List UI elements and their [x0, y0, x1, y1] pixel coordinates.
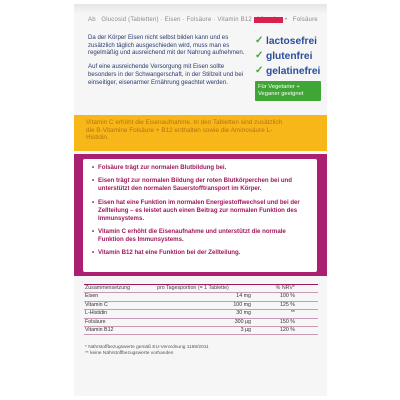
health-claim-item: • Eisen trägt zur normalen Bildung der roten Blutkörperchen bei und unterstützt den normalen Sauerstofftransport im Körper. [92, 177, 312, 193]
vegan-badge: Für Vegetarier + Veganer geeignet [255, 81, 321, 101]
health-claim-item: • Vitamin B12 hat eine Funktion bei der Zellteilung. [92, 249, 312, 257]
claim-gelatinefrei [255, 64, 323, 79]
nutrient-name: Vitamin B12 [85, 327, 114, 334]
yellow-info-band [74, 115, 327, 151]
health-claims-panel [74, 154, 327, 276]
health-claim-item: • Eisen hat eine Funktion im normalen Energiestoffwechsel und bei der Zellteilung – es leistet auch einen Beitrag zur normalen Funktion des Immunsystems. [92, 199, 312, 223]
nutrition-row [84, 310, 318, 318]
nutrient-name: Eisen [85, 293, 99, 300]
nutrition-header-row [84, 285, 318, 293]
nutrient-name: L-Histidin [85, 310, 108, 317]
header-composition: Zusammensetzung [85, 285, 131, 291]
nutrient-nrv: 125 % [279, 301, 295, 308]
claim-label: lactosefrei [266, 36, 317, 47]
nutrient-amount: 300 µg [234, 318, 251, 325]
nutrient-nrv: 150 % [279, 318, 295, 325]
checkmark-icon: ✓ [255, 65, 264, 76]
nutrient-name: Folsäure [85, 318, 106, 325]
nutrient-amount: 3 µg [240, 327, 251, 334]
top-ingredient-strip [88, 16, 318, 25]
claim-label: gelatinefrei [266, 66, 321, 77]
nutrient-name: Vitamin C [85, 301, 108, 308]
footnote: ** keine Nährstoffbezugswerte vorhanden [85, 351, 174, 357]
nutrition-row [84, 319, 318, 327]
health-claim-item: • Vitamin C erhöht die Eisenaufnahme und unterstützt die normale Funktion des Immunsystems. [92, 228, 312, 244]
free-from-claims [255, 34, 323, 79]
health-claims-box [83, 159, 317, 272]
yellow-band-text: Vitamin C erhöht die Eisenaufnahme. In den Tabletten sind zusätzlich die B-Vitamine Folsäure + B12 enthalten sowie die Aminosäure L-Histidin. [86, 119, 283, 142]
nutrient-nrv: 100 % [279, 293, 295, 300]
nutrition-row [84, 293, 318, 301]
nutrient-nrv: 120 % [279, 327, 295, 334]
top-strip-left: Ab Glucosid (Tabletten) · Eisen · Folsäure · Vitamin B12 [88, 17, 252, 23]
checkmark-icon: ✓ [255, 35, 264, 46]
claim-label: glutenfrei [266, 51, 313, 62]
header-nrv: % NRV* [275, 285, 295, 291]
footnote: * Nährstoffbezugswerte gemäß EU-Verordnung 1169/2011 [85, 345, 209, 350]
info-text [88, 34, 248, 86]
nutrient-amount: 30 mg [236, 310, 251, 317]
nutrition-row [84, 302, 318, 310]
nutrient-amount: 100 mg [233, 301, 251, 308]
nutrient-amount: 14 mg [236, 293, 251, 300]
nutrition-table [84, 284, 318, 335]
info-paragraph: Auf eine ausreichende Versorgung mit Eisen sollte besonders in der Schwangerschaft, in der Stillzeit und bei einseitiger, eisenarmer Ernährung geachtet werden. [88, 63, 244, 86]
footnotes [85, 345, 319, 357]
top-strip-right: • Folsäure [284, 17, 318, 23]
claim-lactosefrei [255, 34, 323, 49]
info-paragraph: Da der Körper Eisen nicht selbst bilden kann und es zusätzlich täglich ausgeschieden wird, muss man es regelmäßig und ausreichend mit der Nahrung aufnehmen. [88, 34, 245, 57]
box-top-edge [74, 4, 327, 14]
top-strip-highlight: Vitamin [254, 17, 283, 23]
nutrient-nrv: ** [290, 310, 295, 317]
checkmark-icon: ✓ [255, 50, 264, 61]
product-box-back [74, 4, 327, 396]
nutrition-row [84, 327, 318, 335]
claim-glutenfrei [255, 49, 323, 64]
health-claims-list [92, 164, 312, 262]
header-per-serving: pro Tagesportion (= 1 Tablette) [157, 285, 229, 291]
health-claim-item: • Folsäure trägt zur normalen Blutbildung bei. [92, 164, 312, 172]
